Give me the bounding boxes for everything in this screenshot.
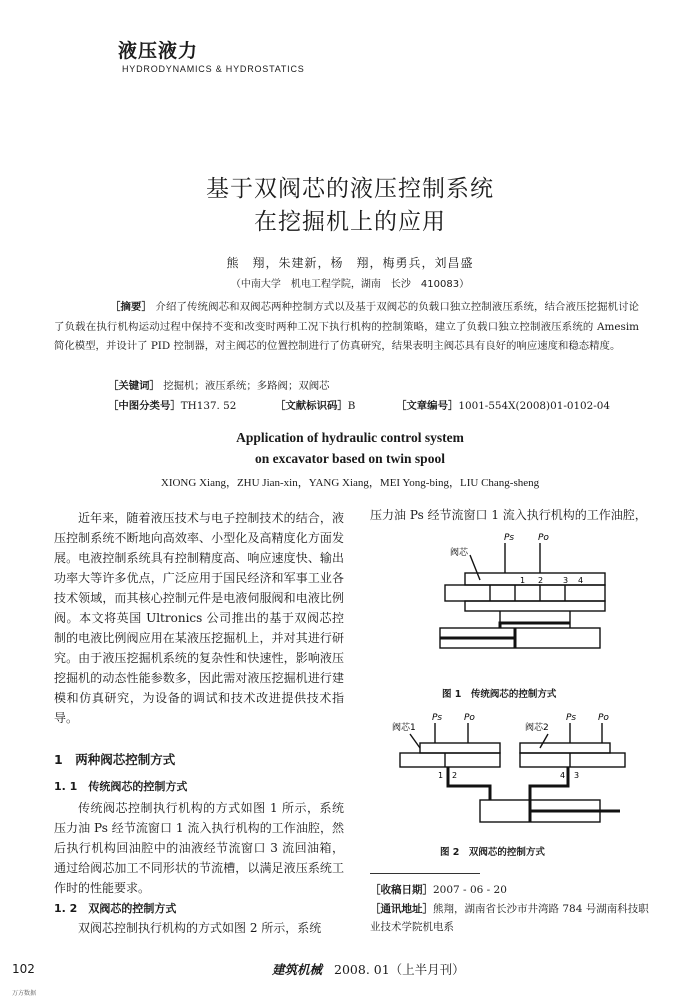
spool-2 (520, 753, 625, 767)
fig2-spool1-label: 阀芯1 (392, 723, 416, 733)
section-1-2-paragraph (54, 918, 344, 938)
address-label: ［通讯地址］ (370, 903, 433, 915)
footnote-divider (370, 873, 480, 874)
valve-body-top (465, 573, 605, 585)
valve1-body (420, 743, 500, 753)
figure-2-diagram (380, 708, 630, 833)
clc-value: TH137. 52 (180, 400, 237, 412)
english-title-line-1: Application of hydraulic control system (236, 430, 464, 445)
doc-value: B (347, 400, 356, 412)
address-cont: 业技术学院机电系 (370, 921, 454, 933)
title-line-1: 基于双阀芯的液压控制系统 (206, 176, 494, 202)
fig1-ps-label: Ps (504, 533, 515, 543)
fig2-ps1-label: Ps (432, 713, 443, 723)
valve-spool (445, 585, 605, 601)
address-line-1: 熊翔，湖南省长沙市井湾路 784 号湖南科技职 (433, 903, 649, 915)
footer-issue: 2008. 01（上半月刊） (334, 962, 465, 977)
clc-label: ［中图分类号］ (108, 400, 181, 412)
journal-name-cn: 液压液力 (118, 40, 199, 62)
section-1-1-heading: 1. 1 传统阀芯的控制方式 (54, 780, 188, 793)
fig1-po-label: Po (538, 533, 549, 543)
received-label: ［收稿日期］ (370, 884, 433, 896)
address (370, 901, 649, 916)
fig1-window-2: 2 (538, 576, 544, 585)
footer-brand: 建筑机械 (272, 962, 323, 977)
valve-body-bottom (465, 601, 605, 611)
fig2-window-1: 1 (438, 771, 444, 780)
section-1-2-heading: 1. 2 双阀芯的控制方式 (54, 902, 177, 915)
affiliation: （中南大学 机电工程学院，湖南 长沙 410083） (230, 279, 470, 290)
figure-1-caption: 图 1 传统阀芯的控制方式 (442, 689, 557, 700)
section-1-1-paragraph (54, 798, 344, 898)
figure-2-caption: 图 2 双阀芯的控制方式 (440, 847, 545, 858)
section-1-2-text: 双阀芯控制执行机构的方式如图 2 所示，系统 (78, 921, 322, 935)
valve2-body (520, 743, 610, 753)
figure-1-diagram (420, 528, 620, 678)
fig2-window-3: 3 (574, 771, 580, 780)
received-date (370, 882, 507, 897)
fig2-po2-label: Po (598, 713, 609, 723)
abstract-label: ［摘要］ (110, 301, 153, 313)
english-authors: XIONG Xiang，ZHU Jian-xin，YANG Xiang，MEI Yong-bing，LIU Chang-sheng (160, 477, 540, 489)
intro-paragraph (54, 508, 344, 728)
keywords-row (108, 377, 330, 392)
english-title-line-2: on excavator based on twin spool (255, 451, 445, 466)
fig1-window-3: 3 (563, 576, 569, 585)
fig2-ps2-label: Ps (566, 713, 577, 723)
title-line-2: 在挖掘机上的应用 (254, 209, 446, 235)
received-value: 2007 - 06 - 20 (433, 884, 507, 896)
authors: 熊 翔，朱建新，杨 翔，梅勇兵，刘昌盛 (226, 256, 474, 270)
keywords-label: ［关键词］ (108, 380, 160, 392)
spool-1 (400, 753, 500, 767)
classification-row (108, 397, 648, 412)
right-column-text: 压力油 Ps 经节流窗口 1 流入执行机构的工作油腔， (370, 508, 647, 522)
fig2-window-2: 2 (452, 771, 458, 780)
abstract (54, 298, 639, 357)
fig1-window-4: 4 (578, 576, 584, 585)
keywords-text: 挖掘机；液压系统；多路阀；双阀芯 (163, 380, 330, 392)
abstract-text: 介绍了传统阀芯和双阀芯两种控制方式以及基于双阀芯的负载口独立控制液压系统，结合液压挖掘机讨论了负载在执行机构运动过程中保持不变和改变时两种工况下执行机构的控制策略，建立了负载口独立控制液压系统的 Amesim 简化模型，并设计了 PID 控制器，对主阀芯的位置控制进行了仿真研究，结果表明主阀芯具有良好的响应速度和稳态精度。 (54, 301, 640, 352)
page-footer (272, 960, 465, 978)
journal-name-en: HYDRODYNAMICS & HYDROSTATICS (122, 64, 305, 74)
section-1-1-text: 传统阀芯控制执行机构的方式如图 1 所示，系统压力油 Ps 经节流窗口 1 流入执行机构的工作油腔，然后执行机构回油腔中的油液经节流窗口 3 流回油箱，通过给阀芯加工不同形状的节流槽，以满足液压系统工作时的性能要求。 (54, 801, 344, 895)
page-number: 102 (12, 962, 35, 976)
watermark: 万方数据 (12, 990, 37, 997)
doc-label: ［文献标识码］ (275, 400, 348, 412)
article-no-label: ［文章编号］ (396, 400, 459, 412)
fig1-spool-label: 阀芯 (450, 548, 469, 558)
section-1-heading: 1 两种阀芯控制方式 (54, 752, 176, 767)
article-no-value: 1001-554X(2008)01-0102-04 (458, 400, 611, 412)
fig2-spool2-label: 阀芯2 (525, 723, 549, 733)
fig2-po1-label: Po (464, 713, 475, 723)
fig2-window-4: 4 (560, 771, 566, 780)
intro-text: 近年来，随着液压技术与电子控制技术的结合，液压控制系统不断地向高效率、小型化及高精度化方面发展。电液控制系统具有控制精度高、响应速度快、输出功率大等许多优点，广泛应用于国民经济和军事工业各技术领域，而其核心控制元件是电液伺服阀和电液比例阀。本文将英国 Ultronics 公司推出的基于双阀芯控制的电液比例阀应用在某液压挖掘机上，并对其进行研究。由于液压挖掘机系统的复杂性和快速性，影响液压挖掘机的动态性能参数多，因此需对液压挖掘机进行建模和仿真研究，为设备的调试和技术改进提供技术指导。 (54, 511, 344, 725)
fig1-window-1: 1 (520, 576, 526, 585)
